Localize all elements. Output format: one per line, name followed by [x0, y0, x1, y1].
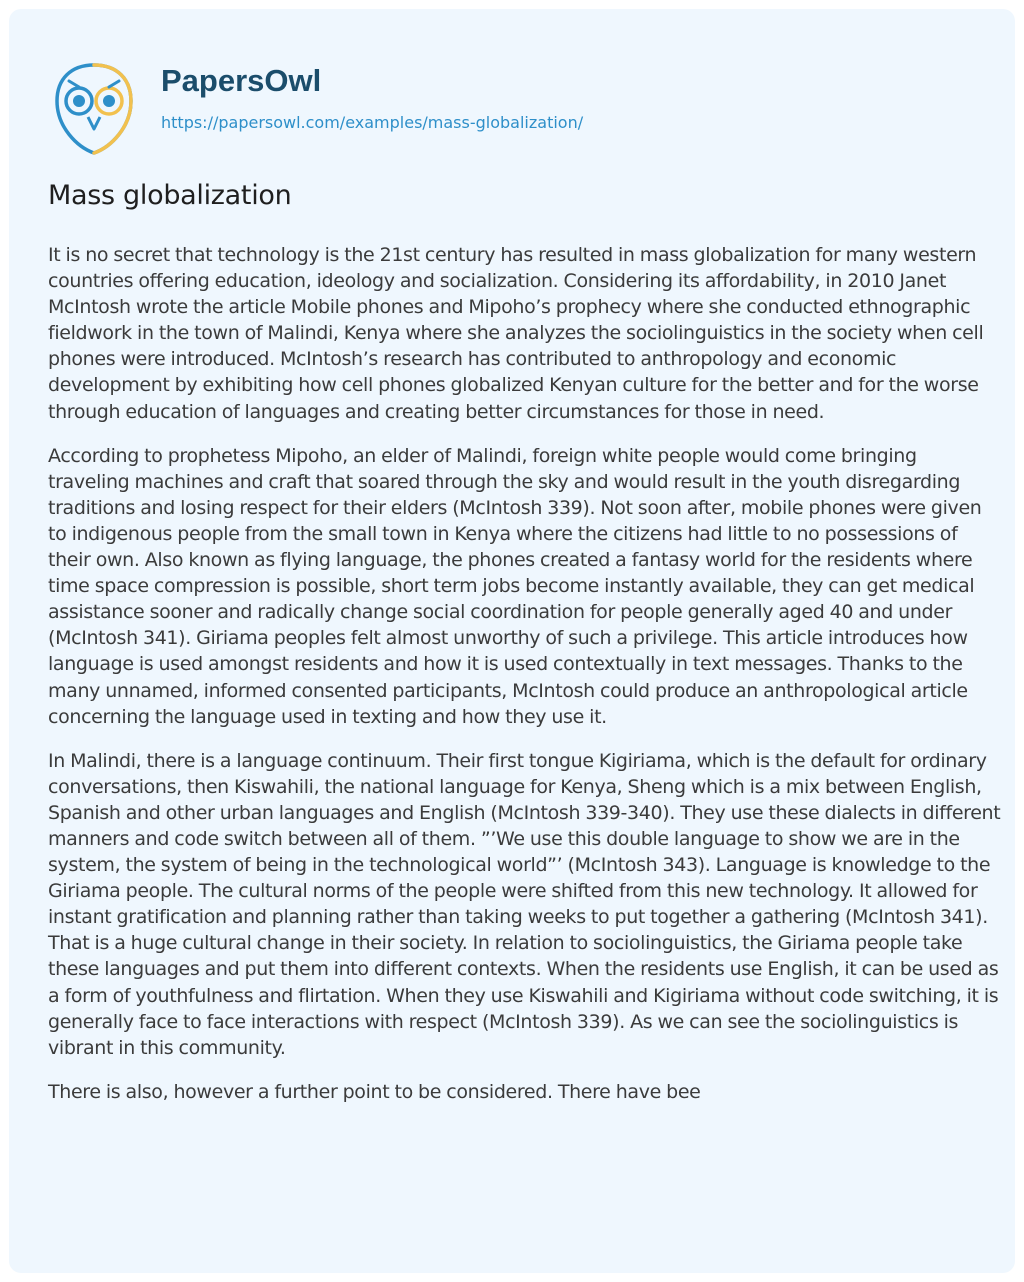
article-paragraph: It is no secret that technology is the 21st century has resulted in mass globalization for many western countries offering education, ideology and socialization. Considering its affordability, in 2010 Janet McIntosh wrote the article Mobile phones and Mipoho’s prophecy where she conducted ethnographic fieldwork in the town of Malindi, Kenya where she analyzes the sociolinguistics in the society when cell phones were introduced. McIntosh’s research has contributed to anthropology and economic development by exhibiting how cell phones globalized Kenyan culture for the better and for the worse through education of languages and creating better circumstances for those in need. [48, 244, 984, 423]
brand-name[interactable]: PapersOwl [161, 63, 322, 98]
source-url-link[interactable]: https://papersowl.com/examples/mass-globalization/ [161, 113, 584, 132]
article-paragraph: In Malindi, there is a language continuum. Their first tongue Kigiriama, which is the default for ordinary conversations, then Kiswahili, the national language for Kenya, Sheng which is a mix between English, Spanish and other urban languages and English (McIntosh 339-340). They use these dialects in different manners and code switch between all of them. ”’We use this double language to show we are in the system, the system of being in the technological world”’ (McIntosh 343). Language is knowledge to the Giriama people. The cultural norms of the people were shifted from this new technology. It allowed for instant gratification and planning rather than taking weeks to put together a gathering (McIntosh 341). That is a huge cultural change in their society. In relation to sociolinguistics, the Giriama people take these languages and put them into different contexts. When the residents use English, it can be used as a form of youthfulness and flirtation. When they use Kiswahili and Kigiriama without code switching, it is generally face to face interactions with respect (McIntosh 339). As we can see the sociolinguistics is vibrant in this community. [48, 749, 1001, 1059]
page-card [9, 9, 1015, 1273]
owl-logo-icon[interactable] [49, 57, 139, 157]
article-paragraph: According to prophetess Mipoho, an elder of Malindi, foreign white people would come bringing traveling machines and craft that soared through the sky and would result in the youth disregarding traditions and losing respect for their elders (McIntosh 339). Not soon after, mobile phones were given to indigenous people from the small town in Kenya where the citizens had little to no possessions of their own. Also known as flying language, the phones created a fantasy world for the residents where time space compression is possible, short term jobs become instantly available, they can get medical assistance sooner and radically change social coordination for people generally aged 40 and under (McIntosh 341). Giriama peoples felt almost unworthy of such a privilege. This article introduces how language is used amongst residents and how it is used contextually in text messages. Thanks to the many unnamed, informed consented participants, McIntosh could produce an anthropological article concerning the language used in texting and how they use it. [48, 444, 982, 728]
article-paragraph: There is also, however a further point to be considered. There have bee [48, 1080, 701, 1103]
article-title: Mass globalization [48, 180, 292, 211]
article-body [48, 242, 1003, 1123]
